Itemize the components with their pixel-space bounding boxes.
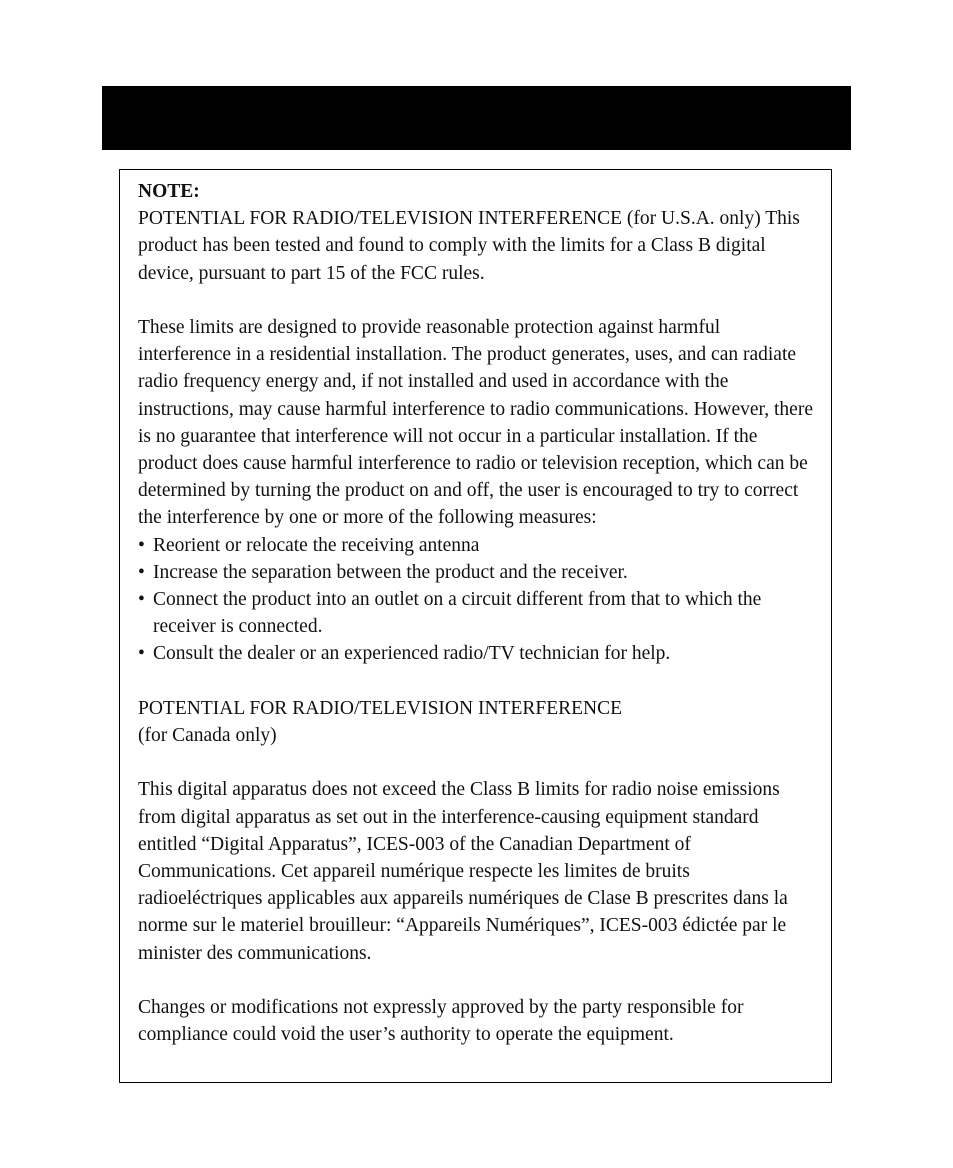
list-item bbox=[138, 532, 817, 559]
spacer bbox=[138, 967, 817, 994]
measure-text: Reorient or relocate the receiving antenna bbox=[153, 534, 480, 556]
measure-text: Connect the product into an outlet on a circuit different from that to which the receiver is connected. bbox=[153, 589, 762, 638]
measure-text: Consult the dealer or an experienced radio/TV technician for help. bbox=[153, 643, 671, 665]
note-heading: NOTE: bbox=[138, 181, 200, 202]
spacer bbox=[138, 668, 817, 695]
canada-body: This digital apparatus does not exceed the Class B limits for radio noise emissions from digital apparatus as set out in the interference-causing equipment standard entitled “Digital Apparatus”, ICES-003 of the Canadian Department of Communications. Cet appareil numérique respecte les limites de bruits radioeléctriques applicables aux appareils numériques de Clase B prescrites dans la norme sur le materiel brouilleur: “Appareils Numériques”, ICES-003 édictée par le minister des communications. bbox=[138, 779, 788, 964]
spacer bbox=[138, 287, 817, 314]
measure-text: Increase the separation between the product and the receiver. bbox=[153, 561, 628, 583]
list-item bbox=[138, 586, 817, 640]
bullet-icon: • bbox=[138, 589, 145, 611]
list-item bbox=[138, 640, 817, 667]
header-bar bbox=[102, 86, 851, 150]
usa-body: These limits are designed to provide reasonable protection against harmful interference in a residential installation. The product generates, uses, and can radiate radio frequency energy and, if not installed and used in accordance with the instructions, may cause harmful interference to radio communications. However, there is no guarantee that interference will not occur in a particular installation. If the product does cause harmful interference to radio or television reception, which can be determined by turning the product on and off, the user is encouraged to try to correct the interference by one or more of the following measures: bbox=[138, 317, 813, 529]
canada-heading-line1: POTENTIAL FOR RADIO/TELEVISION INTERFERENCE bbox=[138, 697, 623, 719]
list-item bbox=[138, 559, 817, 586]
fcc-notice-box bbox=[119, 169, 832, 1083]
changes-notice: Changes or modifications not expressly approved by the party responsible for compliance could void the user’s authority to operate the equipment. bbox=[138, 997, 744, 1046]
measures-list bbox=[138, 532, 817, 668]
bullet-icon: • bbox=[138, 643, 145, 665]
canada-heading-line2: (for Canada only) bbox=[138, 725, 277, 747]
usa-intro: POTENTIAL FOR RADIO/TELEVISION INTERFERENCE (for U.S.A. only) This product has been tested and found to comply with the limits for a Class B digital device, pursuant to part 15 of the FCC rules. bbox=[138, 208, 800, 284]
spacer bbox=[138, 749, 817, 776]
bullet-icon: • bbox=[138, 534, 145, 556]
bullet-icon: • bbox=[138, 561, 145, 583]
